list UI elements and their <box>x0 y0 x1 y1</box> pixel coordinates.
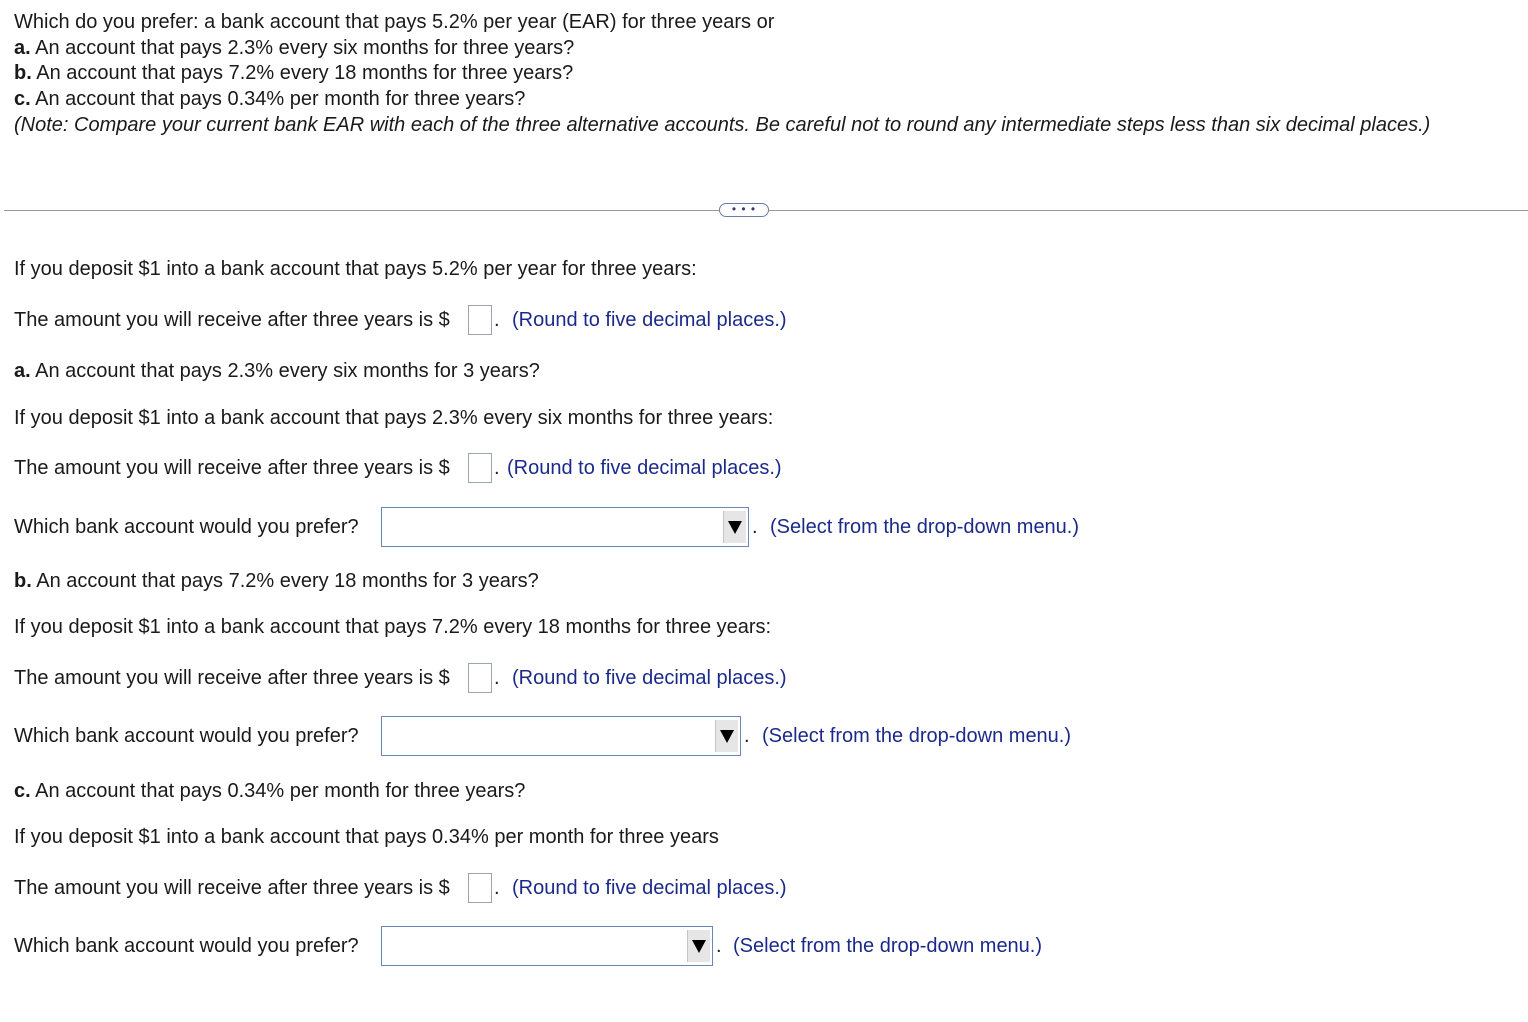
part-a-amount-input[interactable] <box>468 453 492 483</box>
option-text: An account that pays 7.2% every 18 months for three years? <box>31 62 574 84</box>
part-b-round-hint: (Round to five decimal places.) <box>512 667 787 689</box>
part-a-amount-suffix: . <box>494 457 500 479</box>
part-b-prefer-dropdown[interactable] <box>381 716 741 756</box>
part-c-deposit-text: If you deposit $1 into a bank account that pays 0.34% per month for three years <box>14 826 719 848</box>
dropdown-arrow-icon <box>723 511 746 543</box>
part-c-amount-input[interactable] <box>468 873 492 903</box>
part-c-amount-prefix: The amount you will receive after three years is $ <box>14 877 450 899</box>
part-c-title-text: An account that pays 0.34% per month for three years? <box>30 780 526 802</box>
option-letter: c. <box>14 88 31 110</box>
question-option-b <box>14 61 573 85</box>
part-c-title <box>14 779 525 803</box>
intro-round-hint: (Round to five decimal places.) <box>512 309 787 331</box>
intro-deposit-text: If you deposit $1 into a bank account that pays 5.2% per year for three years: <box>14 258 697 280</box>
question-note: (Note: Compare your current bank EAR with each of the three alternative accounts. Be careful not to round any intermediate steps less than six decimal places.) <box>14 114 1431 136</box>
part-b-amount-prefix: The amount you will receive after three years is $ <box>14 667 450 689</box>
intro-amount-prefix: The amount you will receive after three years is $ <box>14 309 450 331</box>
part-c-round-hint: (Round to five decimal places.) <box>512 877 787 899</box>
expand-more-button[interactable]: • • • <box>719 203 769 217</box>
option-text: An account that pays 0.34% per month for three years? <box>30 88 526 110</box>
question-option-a <box>14 36 574 60</box>
option-letter: b. <box>14 62 32 84</box>
part-a-select-hint: (Select from the drop-down menu.) <box>770 516 1080 538</box>
dropdown-arrow-icon <box>687 930 710 962</box>
part-c-amount-suffix: . <box>494 877 500 899</box>
dropdown-arrow-icon <box>715 720 738 752</box>
part-a-round-hint: (Round to five decimal places.) <box>507 457 782 479</box>
part-c-letter: c. <box>14 780 31 802</box>
part-a-prefer-label: Which bank account would you prefer? <box>14 516 359 538</box>
intro-amount-suffix: . <box>494 309 500 331</box>
part-b-letter: b. <box>14 570 32 592</box>
part-c-prefer-dropdown[interactable] <box>381 926 713 966</box>
part-c-dropdown-suffix: . <box>716 935 722 957</box>
question-intro: Which do you prefer: a bank account that pays 5.2% per year (EAR) for three years or <box>14 11 775 33</box>
part-a-letter: a. <box>14 360 31 382</box>
part-b-title <box>14 569 539 593</box>
part-a-title <box>14 359 540 383</box>
part-b-prefer-label: Which bank account would you prefer? <box>14 725 359 747</box>
part-c-prefer-label: Which bank account would you prefer? <box>14 935 359 957</box>
option-letter: a. <box>14 37 31 59</box>
part-b-amount-input[interactable] <box>468 663 492 693</box>
part-a-amount-prefix: The amount you will receive after three years is $ <box>14 457 450 479</box>
part-b-deposit-text: If you deposit $1 into a bank account that pays 7.2% every 18 months for three years: <box>14 616 772 638</box>
question-option-c <box>14 87 525 111</box>
part-b-title-text: An account that pays 7.2% every 18 months for 3 years? <box>31 570 539 592</box>
part-c-select-hint: (Select from the drop-down menu.) <box>733 935 1043 957</box>
part-b-select-hint: (Select from the drop-down menu.) <box>762 725 1072 747</box>
part-a-dropdown-suffix: . <box>752 516 758 538</box>
part-b-dropdown-suffix: . <box>744 725 750 747</box>
option-text: An account that pays 2.3% every six months for three years? <box>30 37 575 59</box>
part-b-amount-suffix: . <box>494 667 500 689</box>
intro-amount-input[interactable] <box>468 305 492 335</box>
part-a-title-text: An account that pays 2.3% every six months for 3 years? <box>30 360 540 382</box>
part-a-prefer-dropdown[interactable] <box>381 507 749 547</box>
part-a-deposit-text: If you deposit $1 into a bank account that pays 2.3% every six months for three years: <box>14 407 774 429</box>
